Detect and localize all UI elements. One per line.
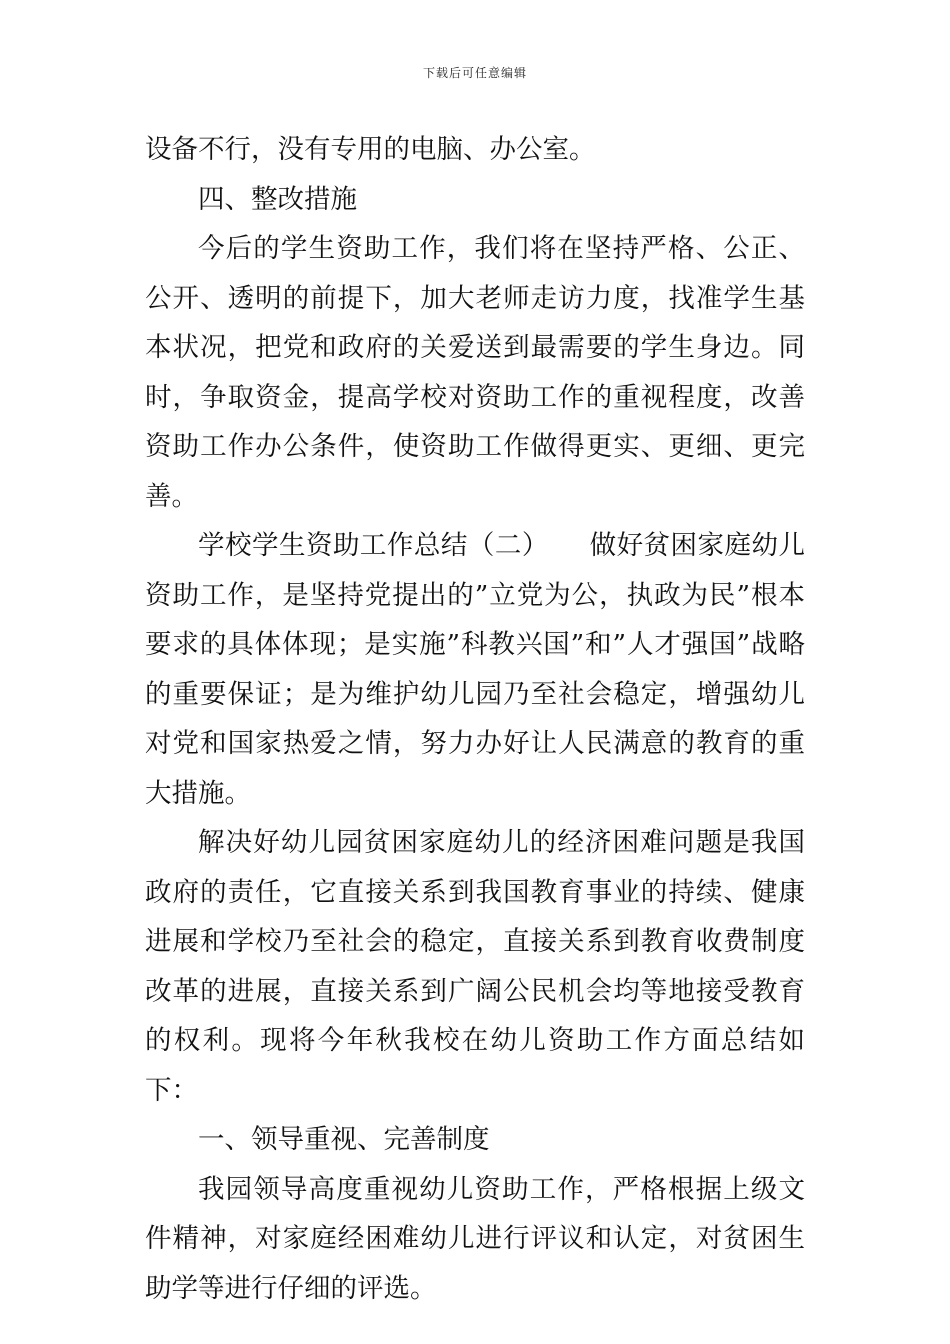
page-header-note: 下载后可任意编辑 (422, 66, 527, 80)
paragraph-rectification-measures: 今后的学生资助工作，我们将在坚持严格、公正、公开、透明的前提下，加大老师走访力度，找准学生基本状况，把党和政府的关爱送到最需要的学生身边。同时，争取资金，提高学校对资助工作的重视程度，改善资助工作办公条件，使资助工作做得更实、更细、更完善。 (145, 233, 805, 512)
document-body (145, 125, 805, 1313)
paragraph-equipment: 设备不行，没有专用的电脑、办公室。 (145, 134, 596, 165)
paragraph-economic-difficulty: 解决好幼儿园贫困家庭幼儿的经济困难问题是我国政府的责任，它直接关系到我国教育事业的持续、健康进展和学校乃至社会的稳定，直接关系到教育收费制度改革的进展，直接关系到广阔公民机会均等地接受教育的权利。现将今年秋我校在幼儿资助工作方面总结如下： (145, 827, 805, 1106)
section-heading-rectification: 四、整改措施 (198, 183, 357, 215)
paragraph-summary-two: 学校学生资助工作总结（二） 做好贫困家庭幼儿资助工作，是坚持党提出的”立党为公，执政为民”根本要求的具体体现；是实施”科教兴国”和”人才强国”战略的重要保证；是为维护幼儿园乃至社会稳定，增强幼儿对党和国家热爱之情，努力办好让人民满意的教育的重大措施。 (145, 530, 805, 809)
paragraph-leadership: 我园领导高度重视幼儿资助工作，严格根据上级文件精神，对家庭经困难幼儿进行评议和认定，对贫困生助学等进行仔细的评选。 (145, 1173, 805, 1304)
section-heading-leadership: 一、领导重视、完善制度 (198, 1124, 490, 1155)
